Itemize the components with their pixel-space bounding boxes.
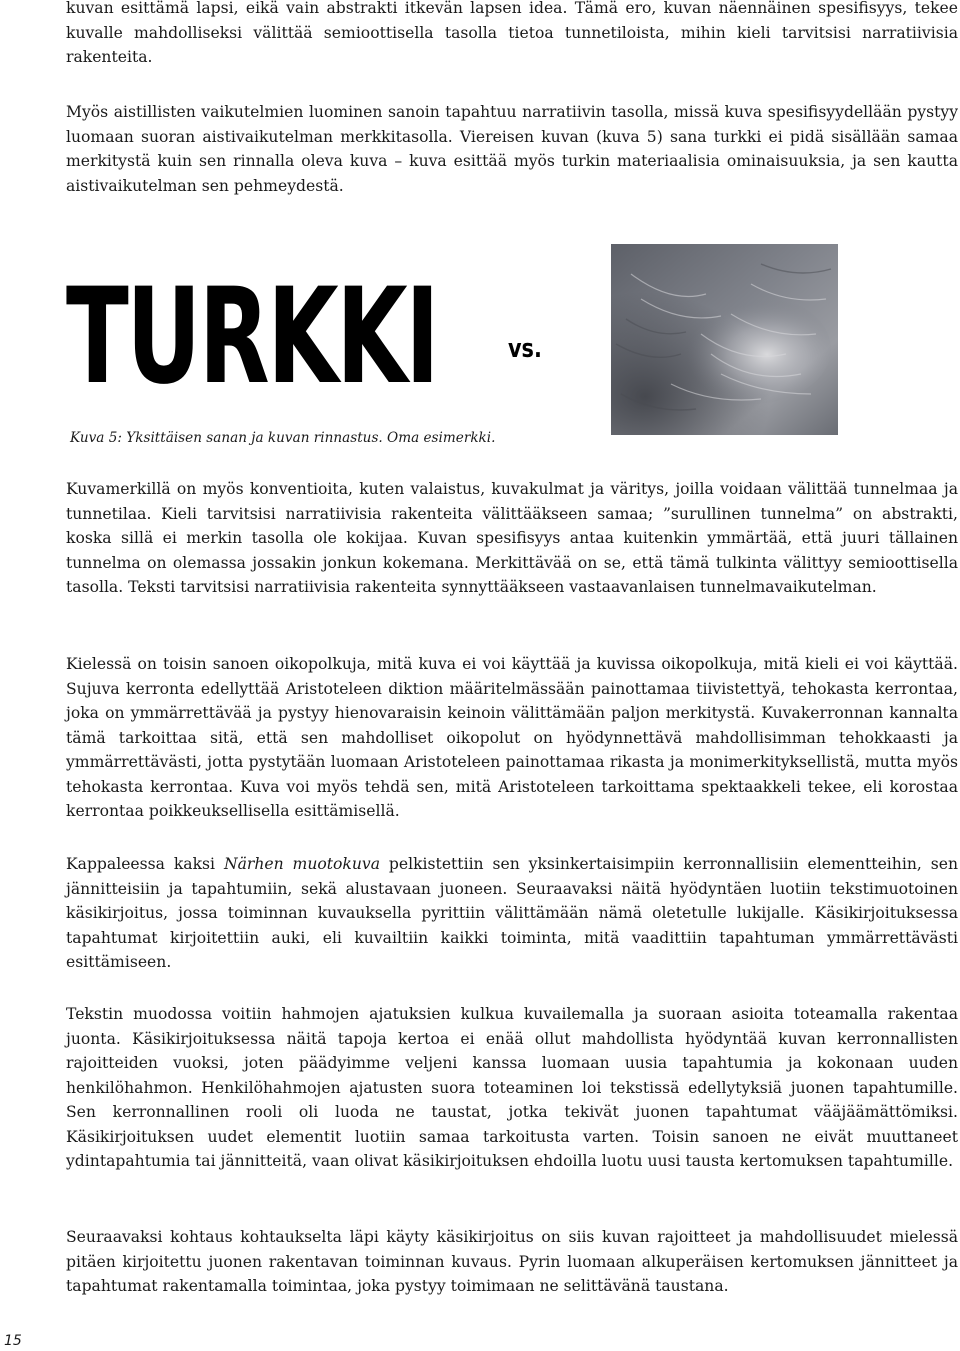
figure-caption: Kuva 5: Yksittäisen sanan ja kuvan rinnastus. Oma esimerkki. bbox=[70, 430, 496, 446]
paragraph-next-scene: Seuraavaksi kohtaus kohtaukselta läpi käyty käsikirjoitus on siis kuvan rajoitteet ja mahdollisuudet mielessä pitäen kirjoitettu juonen rakentavan toiminnan kuvaus. Pyrin luomaan alkuperäisen kertomuksen jännitteet ja tapahtumat rakentamalla toimintaa, joka pystyy toimimaan ne selittävänä taustana. bbox=[66, 1228, 958, 1295]
vs-label: vs. bbox=[508, 334, 542, 364]
paragraph-chapter-two bbox=[66, 852, 958, 975]
text-run: pelkistettiin sen yksinkertaisimpiin kerronnallisiin elementteihin, sen jännitteisiin ja tapahtumiin, sekä alustavaan juoneen. Seuraavaksi näitä hyödyntäen luotiin tekstimuotoinen käsikirjoitus, jossa toiminnan kuvauksella pyrittiin välittämään nämä oletetulle lukijalle. Käsikirjoituksessa tapahtumat kirjoitettiin auki, eli kuvailtiin kaikki toiminta, mitä vaadittiin tapahtuman ymmärrettävästi esittämiseen. bbox=[66, 855, 958, 971]
page-number: 15 bbox=[4, 1333, 22, 1349]
paragraph-image-sign-conventions: Kuvamerkillä on myös konventioita, kuten valaistus, kuvakulmat ja väritys, joilla voidaan välittää tunnelmaa ja tunnetilaa. Kieli tarvitsisi narratiivisia rakenteita välittääkseen samaa; ”surullinen tunnelma” on abstrakti, koska sillä ei merkin tasolla ole kokijaa. Kuvan spesifisyys antaa kuitenkin ymmärtää, että juuri tällainen tunnelma on olemassa jossakin jonkun kokemana. Merkittävää on se, että tämä tulkinta välittyy semioottisella tasolla. Teksti tarvitsisi narratiivisia rakenteita synnyttääkseen vastaavanlaisen tunnelmavaikutelman. bbox=[66, 480, 958, 596]
turkki-word-graphic: TURKKI bbox=[66, 258, 438, 414]
paragraph-sensory-impressions: Myös aistillisten vaikutelmien luominen sanoin tapahtuu narratiivin tasolla, missä kuva spesifisyydellään pystyy luomaan suoran aistivaikutelman merkkitasolla. Viereisen kuvan (kuva 5) sana turkki ei pidä sisällään samaa merkitystä kuin sen rinnalla oleva kuva – kuva esittää myös turkin materiaalisia ominaisuuksia, ja sen kautta aistivaikutelman sen pehmeydestä. bbox=[66, 103, 958, 195]
text-run: Kappaleessa kaksi bbox=[66, 855, 224, 873]
fur-photo bbox=[611, 244, 838, 435]
figure-word-vs-image bbox=[66, 236, 846, 436]
paragraph-text-form: Tekstin muodossa voitiin hahmojen ajatuksien kulkua kuvailemalla ja suoraan asioita toteamalla rakentaa juonta. Käsikirjoituksessa näitä tapoja kertoa ei enää ollut mahdollista hyödyntää kuvan kerronnallisten rajoitteiden vuoksi, joten päädyimme veljeni kanssa luomaan uusia tapahtumia ja kokonaan uuden henkilöhahmon. Henkilöhahmojen ajatusten suora toteaminen loi tekstissä edellytyksiä juonen tapahtumille. Sen kerronnallinen rooli oli luoda ne taustat, jotka tekivät juonen tapahtumat vääjäämättömiksi. Käsikirjoituksen uudet elementit luotiin samaa tarkoitusta varten. Toisin sanoen ne eivät muuttaneet ydintapahtumia tai jännitteitä, vaan olivat käsikirjoituksen ehdoilla luotu uusi tausta kertomuksen tapahtumille. bbox=[66, 1005, 958, 1170]
work-title: Närhen muotokuva bbox=[223, 855, 381, 873]
paragraph-shortcuts: Kielessä on toisin sanoen oikopolkuja, mitä kuva ei voi käyttää ja kuvissa oikopolkuja, mitä kieli ei voi käyttää. Sujuva kerronta edellyttää Aristoteleen diktion määritelmässään painottamaa tiivistettyä, tehokasta kerrontaa, joka on ymmärrettävää ja pystyy hienovaraisin keinoin välittämään paljon merkitystä. Kuvakerronnan kannalta tämä tarkoittaa sitä, että sen mahdolliset oikopolut on hyödynnettävä mahdollisimman tehokkaasti ja ymmärrettävästi, jotta pystytään luomaan Aristoteleen painottamaa rikasta ja monimerkityksellistä, mutta myös tehokasta kerrontaa. Kuva voi myös tehdä sen, mitä Aristoteleen tarkoittama spektaakkeli tekee, eli korostaa kerrontaa poikkeuksellisella esittämisellä. bbox=[66, 655, 958, 820]
paragraph-continuation: kuvan esittämä lapsi, eikä vain abstrakti itkevän lapsen idea. Tämä ero, kuvan näennäinen spesifisyys, tekee kuvalle mahdolliseksi välittää semioottisella tasolla tietoa tunnetiloista, mihin kieli tarvitsisi narratiivisia rakenteita. bbox=[66, 0, 958, 66]
